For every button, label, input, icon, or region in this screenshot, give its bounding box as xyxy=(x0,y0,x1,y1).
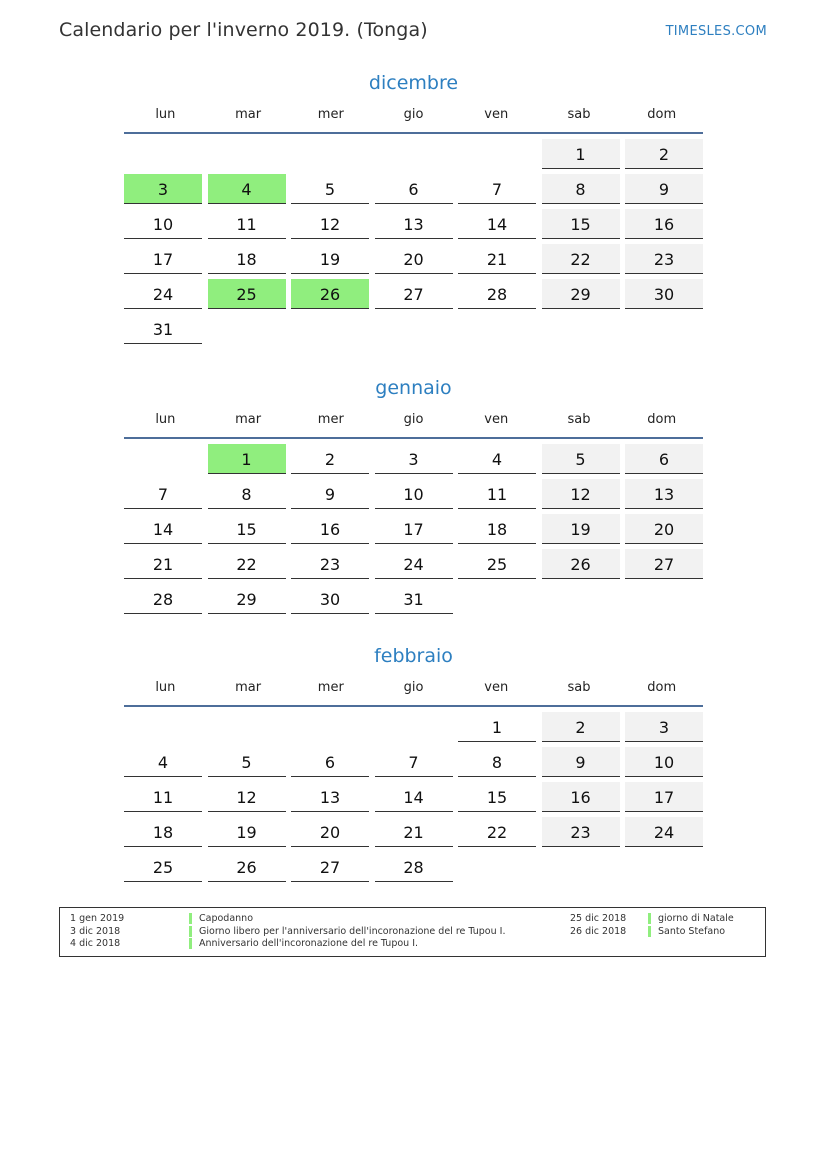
day-cell: 1 xyxy=(542,139,620,169)
day-cell: 29 xyxy=(542,279,620,309)
weekday-label: gio xyxy=(403,680,424,695)
day-cell: 11 xyxy=(208,209,286,239)
day-cell: 24 xyxy=(124,279,202,309)
day-cell: 31 xyxy=(375,584,453,614)
day-cell: 4 xyxy=(458,444,536,474)
day-cell: 24 xyxy=(625,817,703,847)
day-cell: 17 xyxy=(375,514,453,544)
month-dicembre xyxy=(124,70,703,344)
weekday-label: mer xyxy=(317,107,344,122)
day-cell: 21 xyxy=(375,817,453,847)
day-cell: 19 xyxy=(208,817,286,847)
day-cell: 8 xyxy=(542,174,620,204)
day-cell: 2 xyxy=(625,139,703,169)
day-cell: 14 xyxy=(375,782,453,812)
day-cell: 10 xyxy=(625,747,703,777)
day-cell: 21 xyxy=(124,549,202,579)
month-gennaio xyxy=(124,375,703,614)
day-grid xyxy=(124,444,703,614)
legend-holiday-name: Capodanno xyxy=(189,913,253,924)
day-cell: 6 xyxy=(291,747,369,777)
day-cell: 14 xyxy=(124,514,202,544)
weekday-label: mar xyxy=(235,680,262,695)
empty-cell xyxy=(124,444,202,474)
day-cell: 13 xyxy=(625,479,703,509)
day-cell: 20 xyxy=(291,817,369,847)
empty-cell xyxy=(208,139,286,169)
day-cell: 27 xyxy=(291,852,369,882)
weekday-header xyxy=(124,106,703,134)
day-cell: 12 xyxy=(208,782,286,812)
day-cell: 9 xyxy=(291,479,369,509)
day-cell: 22 xyxy=(458,817,536,847)
day-cell: 3 xyxy=(625,712,703,742)
legend-holiday-name: Santo Stefano xyxy=(648,926,725,937)
day-cell: 20 xyxy=(375,244,453,274)
day-cell: 25 xyxy=(208,279,286,309)
day-cell: 5 xyxy=(542,444,620,474)
empty-cell xyxy=(458,139,536,169)
day-cell: 28 xyxy=(458,279,536,309)
legend-date: 1 gen 2019 xyxy=(70,913,125,924)
day-cell: 23 xyxy=(625,244,703,274)
legend-holiday-name: Giorno libero per l'anniversario dell'incoronazione del re Tupou I. xyxy=(189,926,505,937)
day-cell: 5 xyxy=(291,174,369,204)
day-cell: 26 xyxy=(291,279,369,309)
day-cell: 24 xyxy=(375,549,453,579)
day-cell: 8 xyxy=(208,479,286,509)
day-cell: 9 xyxy=(625,174,703,204)
day-cell: 23 xyxy=(291,549,369,579)
day-cell: 15 xyxy=(208,514,286,544)
month-name: gennaio xyxy=(375,377,452,399)
day-cell: 31 xyxy=(124,314,202,344)
day-cell: 12 xyxy=(542,479,620,509)
day-cell: 19 xyxy=(291,244,369,274)
day-cell: 26 xyxy=(542,549,620,579)
weekday-label: ven xyxy=(484,680,509,695)
day-cell: 28 xyxy=(124,584,202,614)
day-cell: 2 xyxy=(542,712,620,742)
weekday-label: ven xyxy=(484,412,509,427)
day-cell: 17 xyxy=(124,244,202,274)
day-cell: 15 xyxy=(458,782,536,812)
day-cell: 16 xyxy=(291,514,369,544)
day-cell: 18 xyxy=(458,514,536,544)
weekday-label: mar xyxy=(235,107,262,122)
day-cell: 1 xyxy=(458,712,536,742)
day-cell: 6 xyxy=(375,174,453,204)
day-cell: 9 xyxy=(542,747,620,777)
day-cell: 15 xyxy=(542,209,620,239)
weekday-label: gio xyxy=(403,412,424,427)
day-cell: 16 xyxy=(542,782,620,812)
day-cell: 18 xyxy=(124,817,202,847)
month-name: dicembre xyxy=(368,72,459,94)
legend-date: 26 dic 2018 xyxy=(570,925,627,937)
day-cell: 16 xyxy=(625,209,703,239)
day-cell: 25 xyxy=(124,852,202,882)
day-grid xyxy=(124,139,703,344)
weekday-label: mer xyxy=(317,412,344,427)
day-cell: 20 xyxy=(625,514,703,544)
legend-holiday-name: giorno di Natale xyxy=(648,913,734,924)
weekday-label: dom xyxy=(647,680,677,695)
day-cell: 27 xyxy=(375,279,453,309)
day-cell: 4 xyxy=(124,747,202,777)
empty-cell xyxy=(291,139,369,169)
day-cell: 18 xyxy=(208,244,286,274)
day-cell: 30 xyxy=(625,279,703,309)
day-cell: 7 xyxy=(375,747,453,777)
day-cell: 22 xyxy=(208,549,286,579)
weekday-header xyxy=(124,679,703,707)
weekday-label: sab xyxy=(567,412,591,427)
day-cell: 3 xyxy=(124,174,202,204)
weekday-label: mar xyxy=(235,412,262,427)
day-cell: 14 xyxy=(458,209,536,239)
weekday-label: sab xyxy=(567,680,591,695)
day-cell: 11 xyxy=(458,479,536,509)
day-cell: 26 xyxy=(208,852,286,882)
weekday-label: lun xyxy=(155,680,176,695)
weekday-label: ven xyxy=(484,107,509,122)
empty-cell xyxy=(124,712,202,742)
day-cell: 17 xyxy=(625,782,703,812)
empty-cell xyxy=(124,139,202,169)
day-cell: 30 xyxy=(291,584,369,614)
empty-cell xyxy=(375,139,453,169)
day-cell: 21 xyxy=(458,244,536,274)
empty-cell xyxy=(291,712,369,742)
weekday-label: lun xyxy=(155,107,176,122)
day-cell: 6 xyxy=(625,444,703,474)
day-cell: 27 xyxy=(625,549,703,579)
day-cell: 29 xyxy=(208,584,286,614)
day-cell: 19 xyxy=(542,514,620,544)
legend-date: 25 dic 2018 xyxy=(570,913,627,924)
day-cell: 2 xyxy=(291,444,369,474)
weekday-label: sab xyxy=(567,107,591,122)
weekday-label: lun xyxy=(155,412,176,427)
legend-date: 4 dic 2018 xyxy=(70,938,121,949)
day-cell: 28 xyxy=(375,852,453,882)
day-cell: 10 xyxy=(375,479,453,509)
weekday-header xyxy=(124,411,703,439)
day-cell: 3 xyxy=(375,444,453,474)
page-title: Calendario per l'inverno 2019. (Tonga) xyxy=(59,19,428,41)
weekday-label: gio xyxy=(403,107,424,122)
day-cell: 7 xyxy=(458,174,536,204)
day-cell: 10 xyxy=(124,209,202,239)
empty-cell xyxy=(375,712,453,742)
month-febbraio xyxy=(124,643,703,882)
day-cell: 11 xyxy=(124,782,202,812)
weekday-label: dom xyxy=(647,412,677,427)
month-name: febbraio xyxy=(374,645,453,667)
day-cell: 13 xyxy=(291,782,369,812)
day-cell: 25 xyxy=(458,549,536,579)
day-cell: 5 xyxy=(208,747,286,777)
day-cell: 12 xyxy=(291,209,369,239)
day-cell: 13 xyxy=(375,209,453,239)
day-cell: 22 xyxy=(542,244,620,274)
day-cell: 8 xyxy=(458,747,536,777)
day-cell: 7 xyxy=(124,479,202,509)
legend-holiday-name: Anniversario dell'incoronazione del re Tupou I. xyxy=(189,938,418,949)
legend-date: 3 dic 2018 xyxy=(70,925,121,937)
empty-cell xyxy=(208,712,286,742)
holiday-legend xyxy=(59,907,766,957)
weekday-label: mer xyxy=(317,680,344,695)
day-grid xyxy=(124,712,703,882)
day-cell: 4 xyxy=(208,174,286,204)
day-cell: 1 xyxy=(208,444,286,474)
weekday-label: dom xyxy=(647,107,677,122)
brand-link[interactable]: TIMESLES.COM xyxy=(665,24,767,39)
day-cell: 23 xyxy=(542,817,620,847)
